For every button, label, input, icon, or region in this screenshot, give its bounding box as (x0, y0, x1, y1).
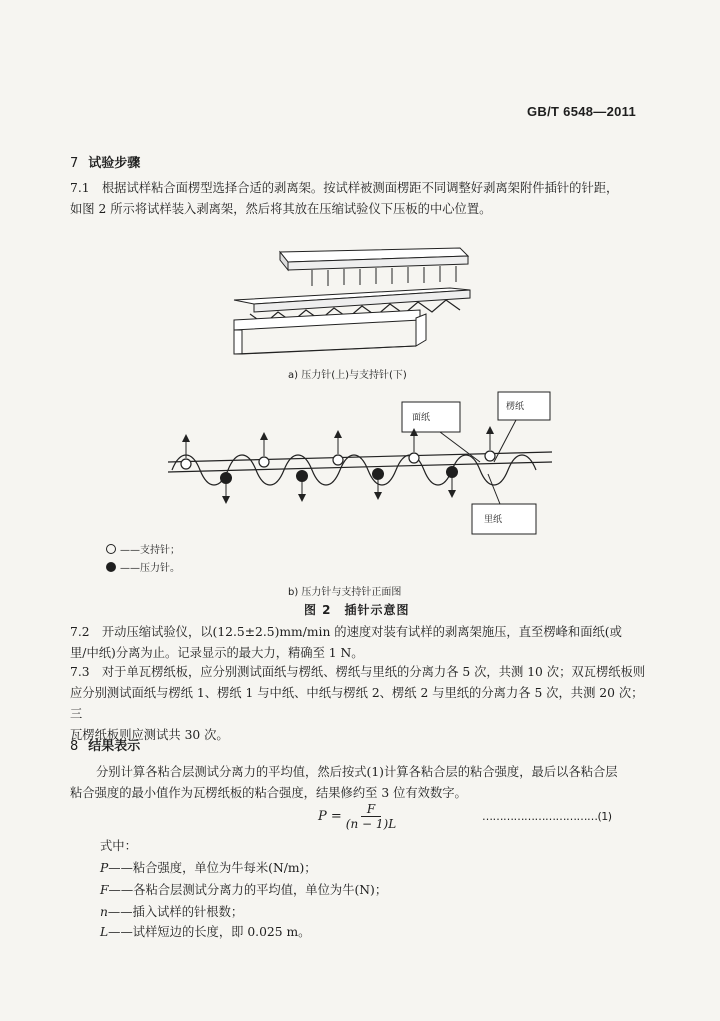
label-flute-paper: 楞纸 (506, 402, 525, 412)
paragraph-text: 对于单瓦楞纸板，应分别测试面纸与楞纸、楞纸与里纸的分离力各 5 次，共测 10 次；双瓦楞纸板则 (101, 665, 646, 679)
figure-caption-a: a) 压力针(上)与支持针(下) (288, 370, 407, 381)
section-8-heading (70, 735, 140, 754)
section-number: 8 (70, 739, 79, 754)
formula-denominator: (n − 1)L (345, 817, 397, 831)
paragraph-line (70, 178, 650, 199)
definition-n (100, 902, 243, 923)
formula-numerator: F (361, 802, 381, 817)
definition-L (100, 922, 310, 943)
formula-fraction (346, 802, 396, 831)
peel-frame-drawing (220, 240, 480, 360)
definition-text: ——粘合强度，单位为牛每米(N/m)； (108, 861, 317, 875)
paragraph-line: 分别计算各粘合层测试分离力的平均值，然后按式(1)计算各粘合层的粘合强度，最后以各粘合层 (96, 765, 618, 779)
legend-text: ——压力针。 (120, 563, 180, 574)
formula-lhs: P = (318, 809, 342, 824)
legend-pressure-pin (106, 559, 180, 574)
paragraph-text: 开动压缩试验仪，以(12.5±2.5)mm/min 的速度对装有试样的剥离架施压，直至楞峰和面纸(或 (101, 625, 622, 639)
paragraph-text: 根据试样粘合面楞型选择合适的剥离架。按试样被测面楞距不同调整好剥离架附件插针的针距， (101, 181, 619, 195)
filled-circle-icon (106, 562, 116, 572)
symbol: F (100, 883, 109, 897)
section-number: 7 (70, 156, 79, 171)
section-title: 试验步骤 (88, 156, 141, 171)
label-liner-paper: 里纸 (484, 515, 503, 525)
open-circle-icon (106, 544, 116, 554)
section-title: 结果表示 (88, 739, 141, 754)
clause-number: 7.2 (70, 625, 90, 639)
where-label: 式中： (100, 839, 137, 853)
figure-caption-b: b) 压力针与支持针正面图 (288, 587, 402, 598)
legend-text: ——支持针； (120, 545, 180, 556)
paragraph-line: 里/中纸)分离为止。记录显示的最大力，精确至 1 N。 (70, 646, 364, 660)
paragraph-8 (70, 762, 650, 804)
definition-F (100, 880, 387, 901)
paragraph-7-2 (70, 622, 650, 664)
paragraph-line: 瓦楞纸板则应测试共 30 次。 (70, 728, 229, 742)
clause-number: 7.1 (70, 181, 90, 195)
standard-code: GB/T 6548—2011 (527, 104, 636, 119)
formula-1 (318, 802, 396, 831)
section-7-heading (70, 152, 140, 171)
paragraph-7-1 (70, 178, 650, 220)
definition-text: ——试样短边的长度，即 0.025 m。 (108, 925, 311, 939)
symbol: P (100, 861, 109, 875)
paragraph-line: 粘合强度的最小值作为瓦楞纸板的粘合强度，结果修约至 3 位有效数字。 (70, 786, 467, 800)
definition-text: ——插入试样的针根数； (107, 905, 244, 919)
paragraph-line (70, 662, 650, 683)
definition-text: ——各粘合层测试分离力的平均值，单位为牛(N)； (108, 883, 388, 897)
clause-number: 7.3 (70, 665, 90, 679)
symbol: L (100, 925, 109, 939)
paragraph-7-3 (70, 662, 650, 746)
symbol: n (100, 905, 108, 919)
paragraph-line (70, 622, 650, 643)
legend-support-pin (106, 541, 180, 556)
paragraph-line: 应分别测试面纸与楞纸 1、楞纸 1 与中纸、中纸与楞纸 2、楞纸 2 与里纸的分离力各 5 次，共测 20 次；三 (70, 686, 644, 721)
label-face-paper: 面纸 (412, 413, 431, 423)
definition-P (100, 858, 317, 879)
formula-number: ……………………………(1) (482, 810, 612, 823)
figure-title: 图 2 插针示意图 (304, 603, 410, 617)
paragraph-line: 如图 2 所示将试样装入剥离架，然后将其放在压缩试验仪下压板的中心位置。 (70, 202, 492, 216)
